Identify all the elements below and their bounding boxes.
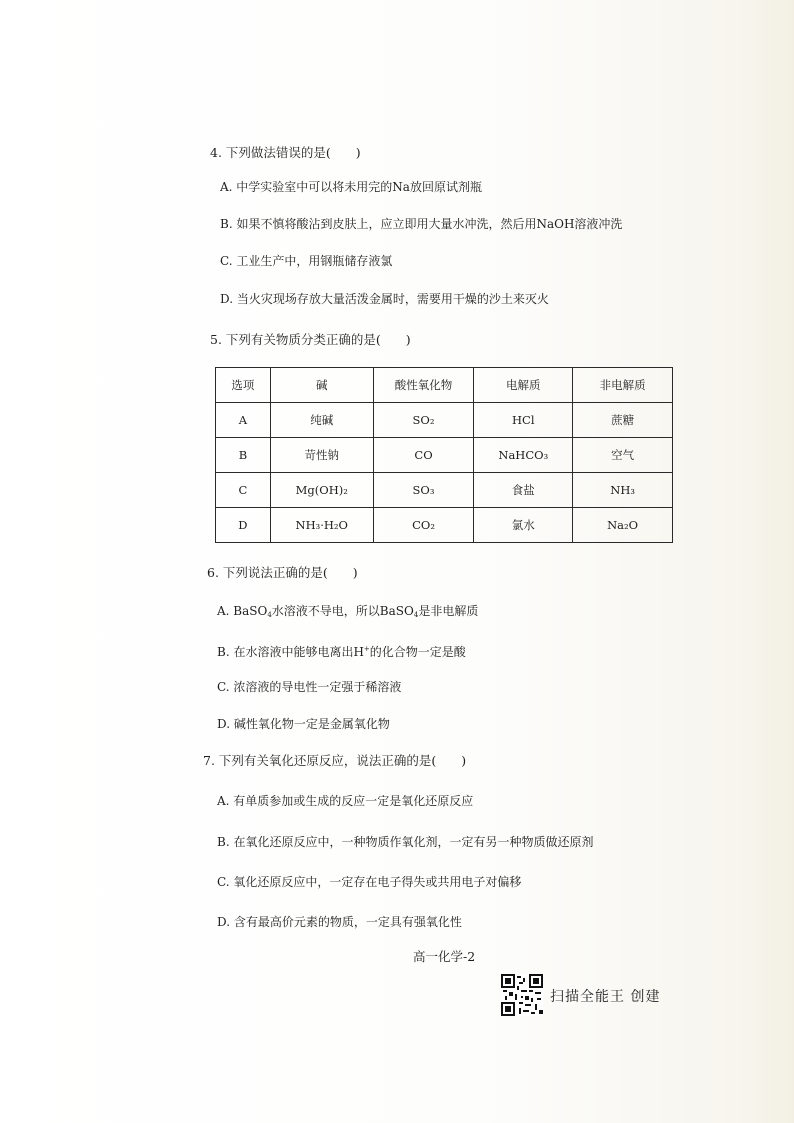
q4-option-a: A. 中学实验室中可以将未用完的Na放回原试剂瓶 (220, 180, 482, 194)
classification-table (215, 367, 673, 543)
q6-option-b-part1: B. 在水溶液中能够电离出H (217, 645, 364, 659)
table-header-cell: 选项 (216, 368, 271, 403)
table-cell: HCl (474, 403, 573, 438)
table-cell: A (216, 403, 271, 438)
table-cell: 食盐 (474, 473, 573, 508)
table-cell: 纯碱 (270, 403, 373, 438)
table-cell: CO₂ (373, 508, 474, 543)
table-cell: CO (373, 438, 474, 473)
table-cell: SO₂ (373, 403, 474, 438)
table-cell: B (216, 438, 271, 473)
table-cell: Mg(OH)₂ (270, 473, 373, 508)
q6-option-a (217, 603, 478, 623)
q4-stem: 4. 下列做法错误的是( ) (210, 145, 361, 160)
table-row (216, 438, 673, 473)
q6-option-b (217, 641, 466, 660)
table-cell: C (216, 473, 271, 508)
q6-option-b-part2: 的化合物一定是酸 (369, 645, 466, 659)
q7-option-b: B. 在氧化还原反应中，一种物质作氧化剂，一定有另一种物质做还原剂 (217, 835, 594, 849)
scanner-watermark: 扫描全能王 创建 (550, 989, 661, 1005)
q7-option-a: A. 有单质参加或生成的反应一定是氧化还原反应 (217, 794, 474, 808)
q6-option-d: D. 碱性氧化物一定是金属氧化物 (217, 717, 390, 731)
q4-option-b: B. 如果不慎将酸沾到皮肤上，应立即用大量水冲洗，然后用NaOH溶液冲洗 (220, 217, 623, 231)
q6-option-a-part1: A. BaSO (217, 604, 268, 618)
q6-option-a-sub1: 4 (267, 611, 272, 619)
q4-option-c: C. 工业生产中，用钢瓶储存液氯 (220, 254, 393, 268)
table-row (216, 403, 673, 438)
q5-stem: 5. 下列有关物质分类正确的是( ) (210, 332, 411, 347)
table-cell: Na₂O (573, 508, 673, 543)
q4-option-d: D. 当火灾现场存放大量活泼金属时，需要用干燥的沙土来灭火 (220, 292, 549, 306)
table-header-cell: 碱 (270, 368, 373, 403)
table-cell: 空气 (573, 438, 673, 473)
table-cell: 蔗糖 (573, 403, 673, 438)
table-header-cell: 非电解质 (573, 368, 673, 403)
q7-option-c: C. 氧化还原反应中，一定存在电子得失或共用电子对偏移 (217, 875, 522, 889)
table-cell: NH₃·H₂O (270, 508, 373, 543)
table-cell: SO₃ (373, 473, 474, 508)
q6-option-a-part2: 水溶液不导电，所以BaSO (271, 604, 414, 618)
table-row (216, 508, 673, 543)
page-footer: 高一化学-2 (413, 949, 476, 964)
table-header-cell: 酸性氧化物 (373, 368, 474, 403)
table-row (216, 473, 673, 508)
q7-stem: 7. 下列有关氧化还原反应，说法正确的是( ) (203, 753, 467, 768)
q6-option-a-sub2: 4 (413, 611, 419, 619)
q6-stem: 6. 下列说法正确的是( ) (207, 565, 358, 580)
q6-option-c: C. 浓溶液的导电性一定强于稀溶液 (217, 680, 402, 694)
table-header-cell: 电解质 (474, 368, 573, 403)
table-cell: 苛性钠 (270, 438, 373, 473)
table-header-row (216, 368, 673, 403)
table-cell: NaHCO₃ (474, 438, 573, 473)
table-cell: D (216, 508, 271, 543)
q6-option-b-sup: + (363, 645, 370, 653)
q6-option-a-part3: 是非电解质 (418, 604, 479, 618)
q7-option-d: D. 含有最高价元素的物质，一定具有强氧化性 (217, 915, 462, 929)
table-cell: NH₃ (573, 473, 673, 508)
table-cell: 氯水 (474, 508, 573, 543)
qr-code-icon (501, 974, 543, 1016)
